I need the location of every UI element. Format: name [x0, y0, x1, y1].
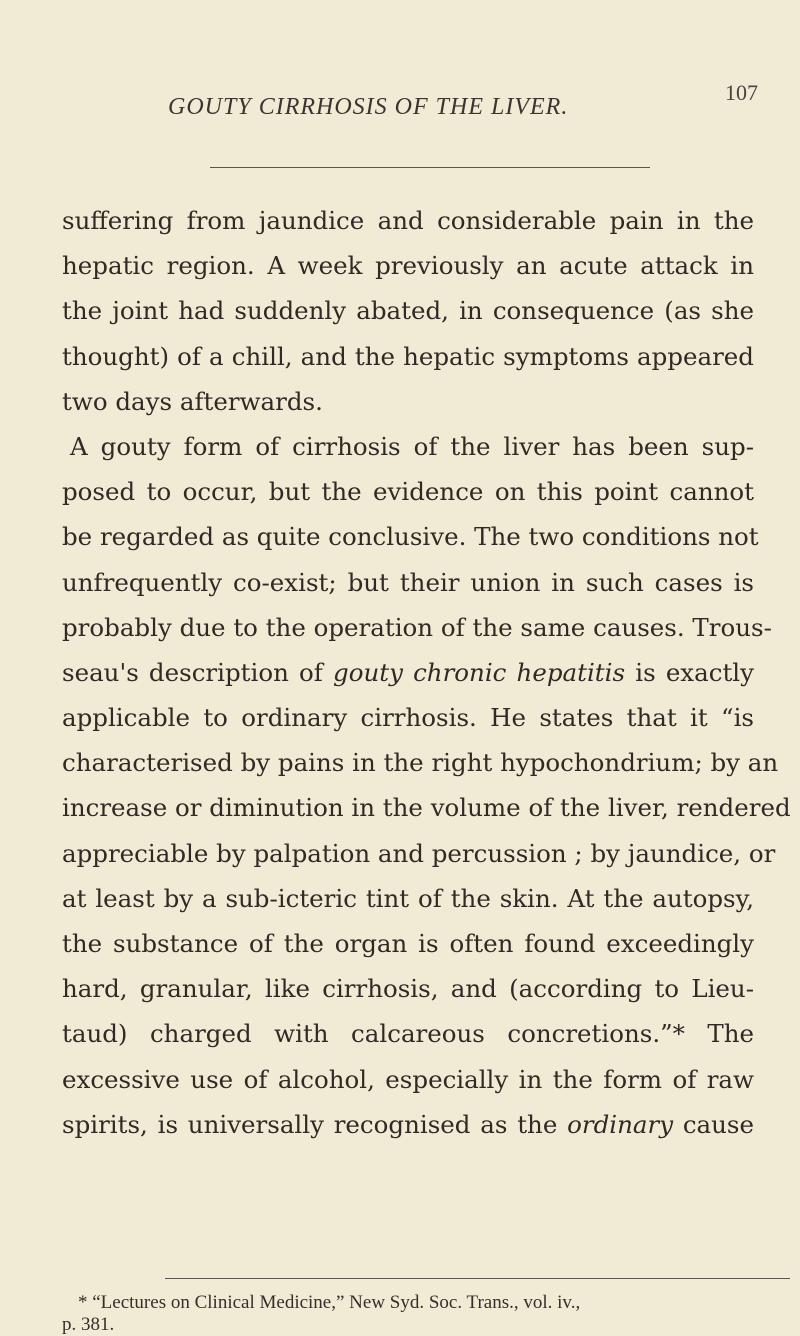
- text-line: unfrequently co-exist; but their union in such cases is: [62, 567, 754, 597]
- header-rule: [210, 167, 650, 168]
- text-line: suffering from jaundice and considerable pain in the: [62, 206, 754, 235]
- text-line: taud) charged with calcareous concretions.”* The: [62, 1019, 754, 1049]
- text-line: the substance of the organ is often found exceedingly: [62, 929, 754, 958]
- text-line: excessive use of alcohol, especially in the form of raw: [62, 1064, 754, 1094]
- text-line: A gouty form of cirrhosis of the liver has been sup-: [70, 431, 754, 461]
- text-line: two days afterwards.: [62, 386, 323, 416]
- running-title: GOUTY CIRRHOSIS OF THE LIVER.: [168, 94, 569, 120]
- text-line: applicable to ordinary cirrhosis. He states that it “is: [62, 703, 754, 733]
- text-line: be regarded as quite conclusive. The two conditions not: [62, 522, 759, 552]
- text-line: appreciable by palpation and percussion ; by jaundice, or: [62, 838, 776, 868]
- text-line-with-italic: [62, 650, 754, 695]
- italic-phrase: ordinary: [567, 1109, 674, 1139]
- text-line: probably due to the operation of the same causes. Trous-: [62, 612, 772, 642]
- text-line: posed to occur, but the evidence on this point cannot: [62, 477, 754, 507]
- text-line: hepatic region. A week previously an acute attack in: [62, 251, 754, 281]
- text-segment: cause: [682, 1109, 754, 1139]
- text-segment: is exactly: [635, 657, 754, 687]
- text-line: thought) of a chill, and the hepatic symptoms appeared: [62, 341, 754, 371]
- text-line-with-italic: [62, 1102, 754, 1147]
- page-number: 107: [725, 80, 758, 105]
- footnote-line: * “Lectures on Clinical Medicine,” New Syd. Soc. Trans., vol. iv.,: [78, 1292, 581, 1313]
- text-line: hard, granular, like cirrhosis, and (according to Lieu-: [62, 974, 754, 1004]
- body-text: [62, 198, 791, 1147]
- footnote-rule: [165, 1278, 790, 1279]
- text-line: the joint had suddenly abated, in consequence (as she: [62, 296, 754, 326]
- running-head: [168, 80, 758, 120]
- text-segment: seau's description of: [62, 657, 323, 687]
- footnote-line: p. 381.: [62, 1314, 115, 1335]
- text-line: at least by a sub-icteric tint of the skin. At the autopsy,: [62, 883, 754, 913]
- footnote: [62, 1292, 754, 1336]
- italic-phrase: gouty chronic hepatitis: [333, 657, 626, 687]
- text-segment: spirits, is universally recognised as the: [62, 1109, 558, 1139]
- text-line: characterised by pains in the right hypochondrium; by an: [62, 748, 779, 778]
- text-line: increase or diminution in the volume of the liver, rendered: [62, 793, 791, 823]
